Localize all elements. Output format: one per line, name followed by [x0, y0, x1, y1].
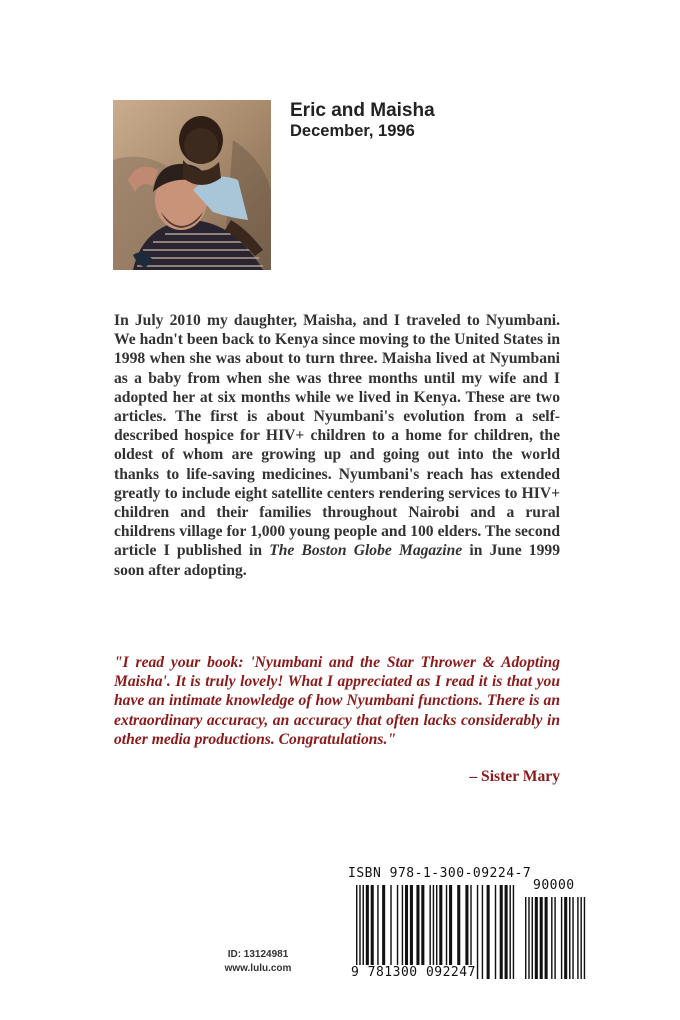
photo-caption	[290, 100, 435, 142]
barcode-bar	[572, 897, 573, 979]
barcode-bar	[495, 885, 496, 979]
barcode-bar	[561, 897, 562, 979]
description-paragraph	[114, 311, 560, 580]
barcode-bar	[528, 897, 529, 979]
author-photo	[113, 100, 271, 270]
testimonial-attribution: – Sister Mary	[469, 768, 560, 785]
addon-label: 90000	[533, 878, 575, 893]
publisher-id: ID: 13124981	[227, 949, 289, 960]
barcode-bar	[525, 897, 526, 979]
barcode-bar	[477, 885, 478, 979]
barcode-bar	[509, 885, 510, 979]
barcode-bar	[487, 885, 490, 979]
ean-digits: 9 781300 092247	[351, 965, 476, 980]
publisher-info	[205, 948, 311, 976]
barcode-bar	[532, 897, 533, 979]
barcode-bar	[584, 897, 585, 979]
barcode-bar	[580, 897, 581, 979]
description-closing: in June 1999 soon after adopting.	[114, 542, 560, 579]
barcode-bar	[505, 885, 508, 979]
barcode-bar	[540, 897, 543, 979]
caption-names: Eric and Maisha	[290, 100, 435, 121]
barcode-bar	[569, 897, 570, 979]
description-main-text: In July 2010 my daughter, Maisha, and I traveled to Nyumbani. We hadn't been back to Kenya since moving to the United States in 1998 when she was about to turn three. Maisha lived at Nyumbani as a baby from when she was three months until my wife and I adopted her at six months while we lived in Kenya. These are two articles. The first is about Nyumbani's evolution from a self-described hospice for HIV+ children to a home for children, the oldest of whom are growing up and going out into the world thanks to life-saving medicines. Nyumbani's reach has extended greatly to include eight satellite centers rendering services to HIV+ children and their families throughout Nairobi and a rural childrens village for 1,000 young people and 100 elders. The second article I published in	[114, 312, 560, 560]
isbn-label: ISBN 978-1-300-09224-7	[348, 866, 532, 881]
publisher-website: www.lulu.com	[224, 963, 292, 974]
barcode-bar	[513, 885, 514, 979]
barcode-bar	[551, 897, 552, 979]
barcode-bar	[545, 897, 548, 979]
magazine-title: The Boston Globe Magazine	[269, 542, 463, 560]
caption-date: December, 1996	[290, 122, 415, 141]
author-photo-image	[113, 100, 271, 270]
barcode-bar	[577, 897, 578, 979]
barcode-bar	[535, 897, 538, 979]
barcode-bar	[482, 885, 483, 979]
barcode-bar	[554, 897, 555, 979]
barcode-bar	[500, 885, 503, 979]
testimonial-quote: "I read your book: 'Nyumbani and the Star Thrower & Adopting Maisha'. It is truly lovely! What I appreciated as I read it is that you have an intimate knowledge of how Nyumbani functions. There is an extraordinary accuracy, an accuracy that often lacks considerably in other media productions. Congratulations."	[114, 654, 560, 748]
addon-barcode	[525, 897, 587, 979]
barcode-bar	[564, 897, 567, 979]
